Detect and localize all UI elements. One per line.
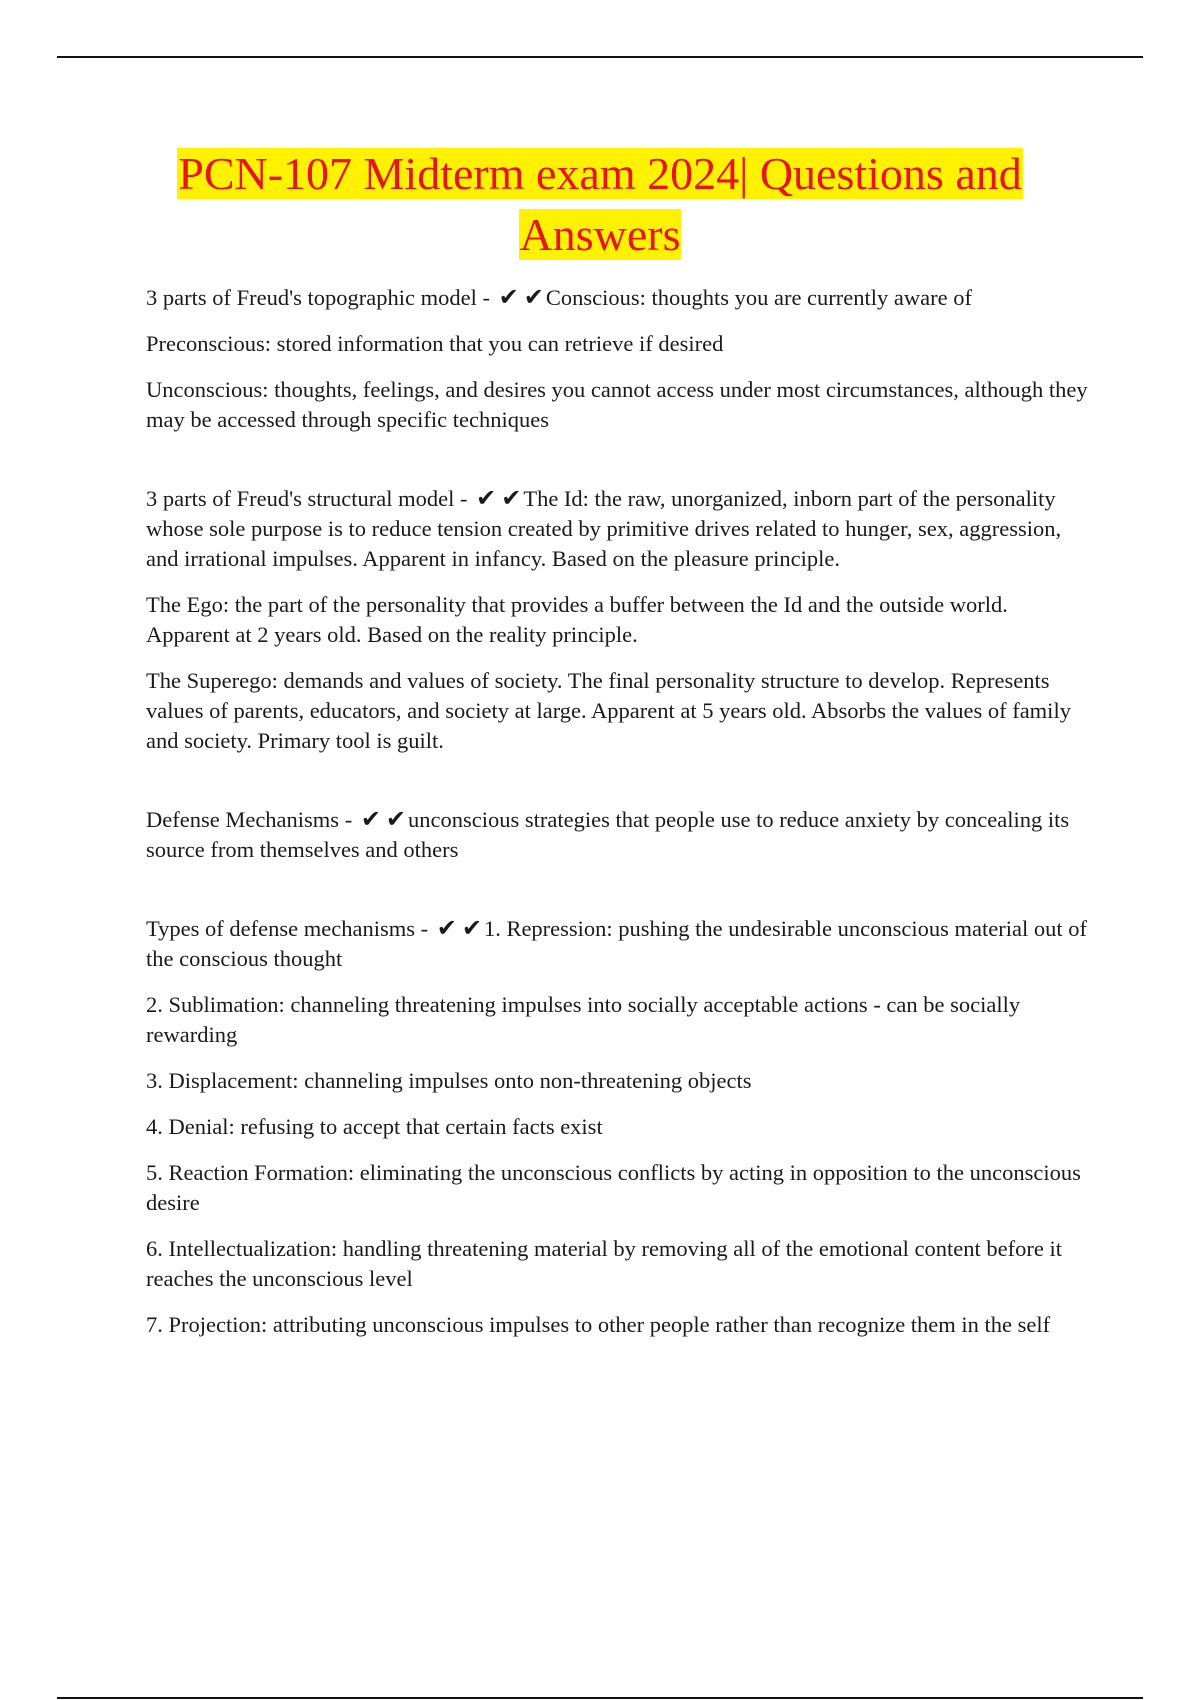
title-line-2: Answers [519, 209, 681, 260]
qa-answer-paragraph: 3. Displacement: channeling impulses onto non-threatening objects [146, 1068, 752, 1093]
qa-answer: The Id: the raw, unorganized, inborn part of the personality whose sole purpose is to reduce tension created by primitive drives related to hunger, sex, aggression, and irrational impulses. Apparent in infancy. Based on the pleasure principle. [146, 486, 1062, 571]
checkmark-icon: ✔ [360, 805, 381, 833]
top-rule [57, 56, 1143, 58]
qa-term: 3 parts of Freud's topographic model - [146, 285, 496, 310]
qa-answer-paragraph: 5. Reaction Formation: eliminating the unconscious conflicts by acting in opposition to the unconscious desire [146, 1160, 1081, 1215]
qa-answer: 1. Repression: pushing the undesirable unconscious material out of the conscious thought [146, 916, 1087, 971]
qa-answer: unconscious strategies that people use to reduce anxiety by concealing its source from themselves and others [146, 807, 1070, 862]
checkmark-icon: ✔ [523, 283, 544, 311]
checkmark-icon: ✔ [501, 484, 522, 512]
qa-term: 3 parts of Freud's structural model - [146, 486, 474, 511]
qa-block-defense-mechanisms [146, 805, 1090, 865]
qa-question [146, 914, 1090, 974]
qa-question [146, 283, 1090, 313]
qa-answer-paragraph: 6. Intellectualization: handling threatening material by removing all of the emotional content before it reaches the unconscious level [146, 1236, 1062, 1291]
checkmark-icon: ✔ [476, 484, 497, 512]
checkmark-icon: ✔ [461, 914, 482, 942]
qa-answer-paragraph: 4. Denial: refusing to accept that certain facts exist [146, 1114, 603, 1139]
qa-answer: Conscious: thoughts you are currently aware of [545, 285, 972, 310]
checkmark-icon: ✔ [498, 283, 519, 311]
bottom-rule [57, 1697, 1143, 1699]
qa-content [146, 283, 1090, 1389]
document-title [80, 143, 1120, 265]
qa-block-types-of-defense-mechanisms [146, 914, 1090, 1340]
qa-block-topographic-model [146, 283, 1090, 435]
qa-term: Types of defense mechanisms - [146, 916, 434, 941]
qa-answer-paragraph: 7. Projection: attributing unconscious impulses to other people rather than recognize them in the self [146, 1312, 1051, 1337]
qa-block-structural-model [146, 484, 1090, 756]
qa-answer-paragraph: Preconscious: stored information that you can retrieve if desired [146, 331, 724, 356]
qa-term: Defense Mechanisms - [146, 807, 358, 832]
checkmark-icon: ✔ [385, 805, 407, 833]
qa-question [146, 484, 1090, 574]
checkmark-icon: ✔ [436, 914, 457, 942]
qa-question [146, 805, 1090, 865]
qa-answer-paragraph: Unconscious: thoughts, feelings, and desires you cannot access under most circumstances, although they may be accessed through specific techniques [146, 377, 1088, 432]
title-line-1: PCN-107 Midterm exam 2024| Questions and [178, 148, 1022, 199]
qa-answer-paragraph: The Ego: the part of the personality that provides a buffer between the Id and the outside world. Apparent at 2 years old. Based on the reality principle. [146, 592, 1008, 647]
qa-answer-paragraph: The Superego: demands and values of society. The final personality structure to develop. Represents values of parents, educators, and society at large. Apparent at 5 years old. Absorbs the values of family and society. Primary tool is guilt. [146, 668, 1071, 753]
qa-answer-paragraph: 2. Sublimation: channeling threatening impulses into socially acceptable actions - can be socially rewarding [146, 992, 1021, 1047]
